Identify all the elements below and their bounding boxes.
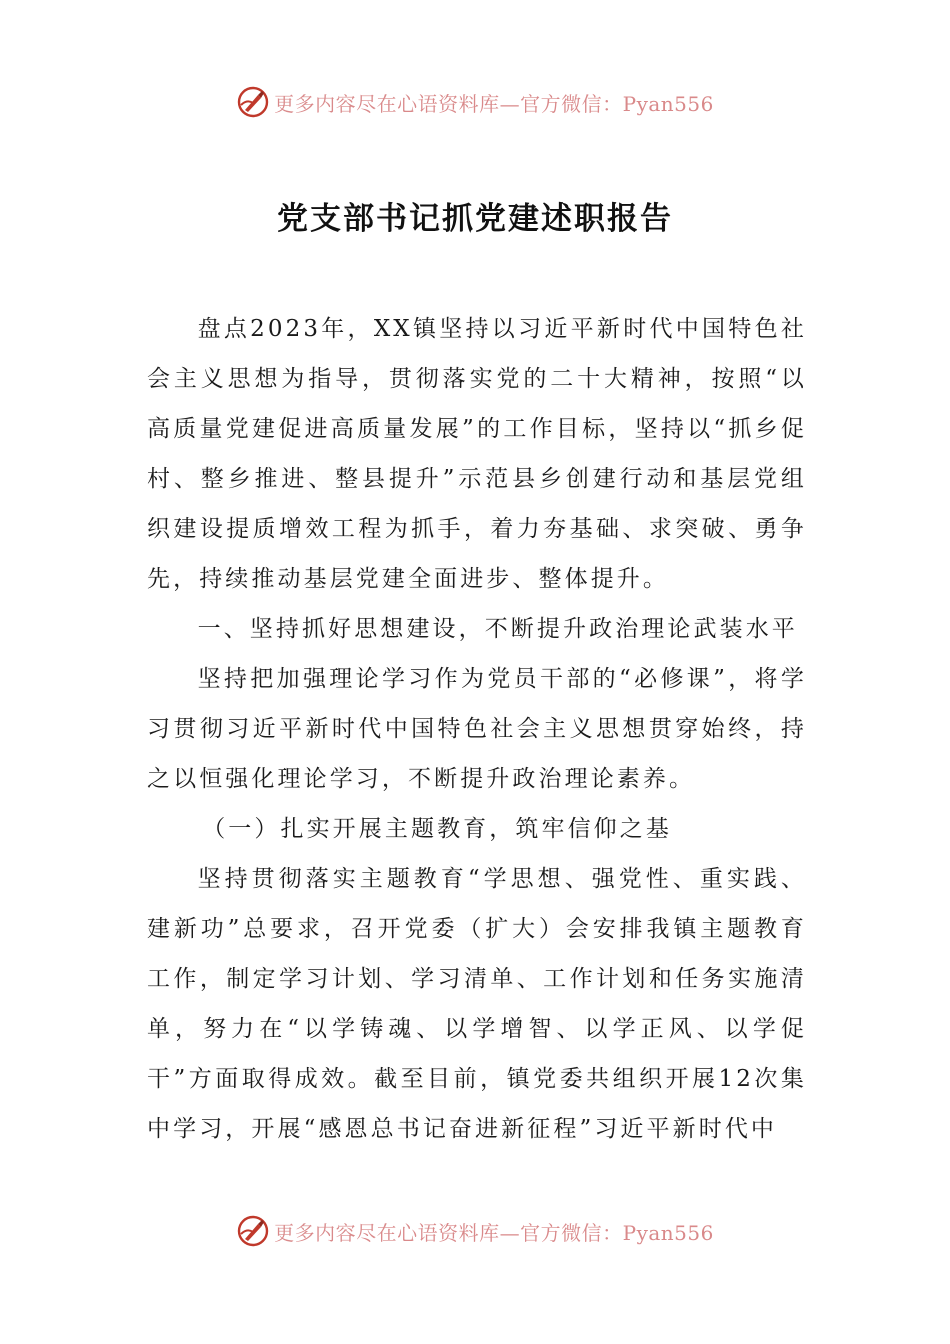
watermark-text: 更多内容尽在心语资料库—官方微信：Pyan556 bbox=[274, 91, 714, 116]
pen-nib-logo-icon bbox=[236, 85, 270, 119]
pen-nib-logo-icon bbox=[236, 1214, 270, 1248]
document-title: 党支部书记抓党建述职报告 bbox=[277, 200, 673, 237]
paragraph-section-1: 坚持把加强理论学习作为党员干部的“必修课”，将学习贯彻习近平新时代中国特色社会主义思想贯穿始终，持之以恒强化理论学习，不断提升政治理论素养。 bbox=[147, 666, 807, 792]
watermark-text: 更多内容尽在心语资料库—官方微信：Pyan556 bbox=[274, 1220, 714, 1245]
section-heading-1: 一、坚持抓好思想建设，不断提升政治理论武装水平 bbox=[197, 616, 798, 642]
paragraph-intro: 盘点2023年，XX镇坚持以习近平新时代中国特色社会主义思想为指导，贯彻落实党的二十大精神，按照“以高质量党建促进高质量发展”的工作目标，坚持以“抓乡促村、整乡推进、整县提升”示范县乡创建行动和基层党组织建设提质增效工程为抓手，着力夯基础、求突破、勇争先，持续推动基层党建全面进步、整体提升。 bbox=[147, 316, 807, 592]
document-body bbox=[147, 304, 807, 1154]
paragraph-subsection-1: 坚持贯彻落实主题教育“学思想、强党性、重实践、建新功”总要求，召开党委（扩大）会安排我镇主题教育工作，制定学习计划、学习清单、工作计划和任务实施清单，努力在“以学铸魂、以学增智、以学正风、以学促干”方面取得成效。截至目前，镇党委共组织开展12次集中学习，开展“感恩总书记奋进新征程”习近平新时代中 bbox=[147, 866, 807, 1142]
header-watermark bbox=[0, 80, 950, 124]
subsection-heading-1: （一）扎实开展主题教育，筑牢信仰之基 bbox=[202, 816, 672, 842]
footer-watermark bbox=[0, 1209, 950, 1253]
